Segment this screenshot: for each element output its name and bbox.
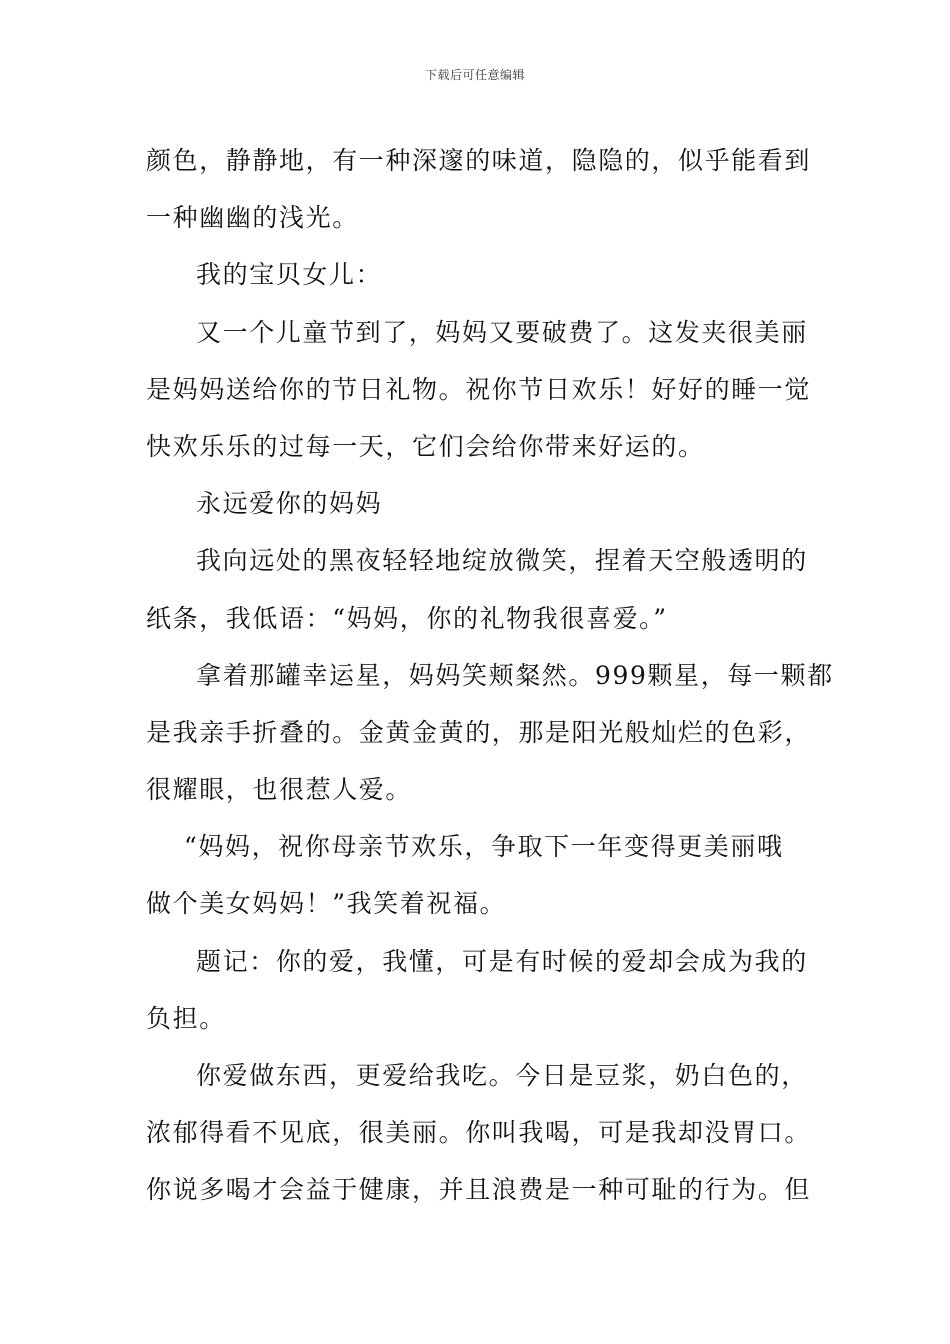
text-line: 你爱做东西，更爱给我吃。今日是豆浆，奶白色的， <box>196 1061 808 1090</box>
text-line: 是妈妈送给你的节日礼物。祝你节日欢乐！好好的睡一觉 <box>146 374 812 404</box>
text-line: 负担。 <box>146 1003 226 1033</box>
text-line: 颜色，静静地，有一种深邃的味道，隐隐的，似乎能看到 <box>146 146 812 175</box>
text-line: 题记：你的爱，我懂，可是有时候的爱却会成为我的 <box>196 946 808 976</box>
text-line: 纸条，我低语：“妈妈，你的礼物我很喜爱。” <box>146 603 668 633</box>
text-line: 是我亲手折叠的。金黄金黄的，那是阳光般灿烂的色彩， <box>146 717 812 747</box>
text-line: 浓郁得看不见底，很美丽。你叫我喝，可是我却没胃口。 <box>146 1118 812 1148</box>
text-line: 我向远处的黑夜轻轻地绽放微笑，捏着天空般透明的 <box>196 546 808 576</box>
text-line: 一种幽幽的浅光。 <box>146 203 359 233</box>
text-line: 永远爱你的妈妈 <box>196 489 383 519</box>
text-line: 做个美女妈妈！”我笑着祝福。 <box>146 889 507 919</box>
text-line: 快欢乐乐的过每一天，它们会给你带来好运的。 <box>146 431 705 461</box>
page-header: 下载后可任意编辑 <box>424 68 525 82</box>
body-text <box>146 132 834 1219</box>
text-line: 拿着那罐幸运星，妈妈笑颊粲然。999颗星，每一颗都 <box>196 660 834 690</box>
text-line: 很耀眼，也很惹人爱。 <box>146 775 413 805</box>
text-line: 你说多喝才会益于健康，并且浪费是一种可耻的行为。但 <box>146 1175 812 1205</box>
text-line: “妈妈，祝你母亲节欢乐，争取下一年变得更美丽哦 <box>184 832 784 862</box>
text-line: 我的宝贝女儿： <box>196 260 383 290</box>
text-line: 又一个儿童节到了，妈妈又要破费了。这发夹很美丽 <box>196 317 808 347</box>
